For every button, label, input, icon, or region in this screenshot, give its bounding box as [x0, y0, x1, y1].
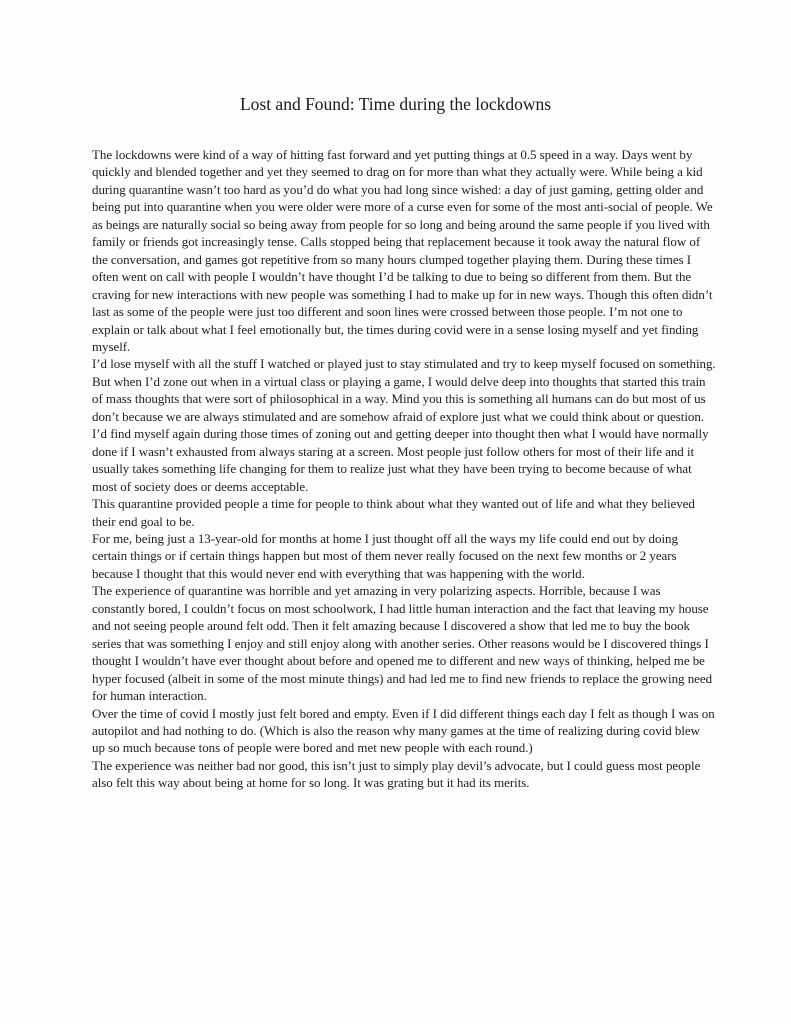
paragraph-7: The experience was neither bad nor good, this isn’t just to simply play devil’s advocate, but I could guess most people also felt this way about being at home for so long. It was grating but it had its merits. — [92, 757, 701, 791]
essay-body — [92, 146, 716, 792]
paragraph-6: Over the time of covid I mostly just felt bored and empty. Even if I did different things each day I felt as though I was on autopilot and had nothing to do. (Which is also the reason why many games at the time of realizing during covid blew up so much because tons of people were bored and met new people with each round.) — [92, 705, 715, 756]
paragraph-1: The lockdowns were kind of a way of hitting fast forward and yet putting things at 0.5 speed in a way. Days went by quickly and blended together and yet they seemed to drag on for more than what they actually were. While being a kid during quarantine wasn’t too hard as you’d do what you had long since wished: a day of just gaming, getting older and being put into quarantine when you were older were more of a curse even for some of the most anti-social of people. We as beings are naturally social so being away from people for so long and being around the same people if you lived with family or friends got increasingly tense. Calls stopped being that replacement because it took away the natural flow of the conversation, and games got repetitive from so many hours clumped together playing them. During these times I often went on call with people I wouldn’t have thought I’d be talking to due to being so different from them. But the craving for new interactions with new people was something I had to make up for in new ways. Though this often didn’t last as some of the people were just too different and soon lines were crossed between those people. I’m not one to explain or talk about what I feel emotionally but, the times during covid were in a sense losing myself and yet finding myself. — [92, 147, 713, 354]
paragraph-2: I’d lose myself with all the stuff I watched or played just to stay stimulated and try to keep myself focused on something. But when I’d zone out when in a virtual class or playing a game, I would delve deep into thoughts that started this train of mass thoughts that were sort of philosophical in a way. Mind you this is something all humans can do but most of us don’t because we are always stimulated and are somehow afraid of explore just what we could think about or question. I’d find myself again during those times of zoning out and getting deeper into thought then what I would have normally done if I wasn’t exhausted from always staring at a screen. Most people just follow others for most of their life and it usually takes something life changing for them to realize just what they have been trying to become because of what most of society does or deems acceptable. — [92, 356, 716, 494]
paragraph-4: For me, being just a 13-year-old for months at home I just thought off all the ways my life could end out by doing certain things or if certain things happen but most of them never really focused on the next few months or 2 years because I thought that this would never end with everything that was happening with the world. — [92, 530, 678, 581]
paragraph-3: This quarantine provided people a time for people to think about what they wanted out of life and what they believed their end goal to be. — [92, 496, 695, 529]
paragraph-5: The experience of quarantine was horrible and yet amazing in very polarizing aspects. Horrible, because I was constantly bored, I couldn’t focus on most schoolwork, I had little human interaction and the fact that leaving my house and not seeing people around felt odd. Then it felt amazing because I discovered a show that led me to buy the book series that was something I enjoy and still enjoy along with another series. Other reasons would be I discovered things I thought I wouldn’t have ever thought about before and opened me to different and new ways of thinking, helped me be hyper focused (albeit in some of the most minute things) and had led me to find new friends to replace the growing need for human interaction. — [92, 583, 713, 704]
document-title: Lost and Found: Time during the lockdowns — [239, 94, 552, 114]
